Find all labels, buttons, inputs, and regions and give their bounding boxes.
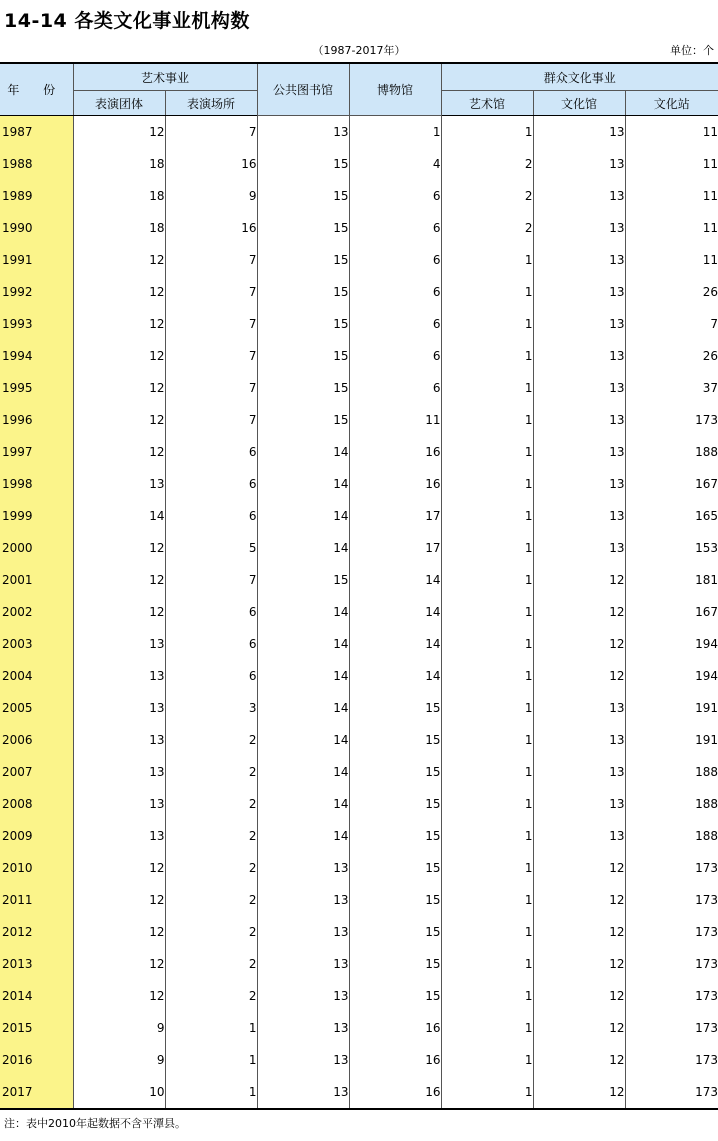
table-row: [0, 212, 718, 244]
cell-public-library: 13: [257, 116, 349, 149]
cell-museum: 16: [349, 1044, 441, 1076]
cell-culture-center: 12: [533, 596, 625, 628]
cell-culture-center: 12: [533, 948, 625, 980]
header-culture-station: 文化站: [625, 91, 718, 116]
cell-performing-groups: 13: [73, 468, 165, 500]
header-public-library: 公共图书馆: [257, 63, 349, 116]
cell-culture-center: 12: [533, 1044, 625, 1076]
cell-culture-station: 173: [695, 1053, 718, 1067]
cell-art-center: 1: [441, 628, 533, 660]
cell-culture-center: 13: [533, 724, 625, 756]
cell-public-library: 13: [257, 1012, 349, 1044]
cell-performance-venues: 2: [165, 916, 257, 948]
cell-art-center: 1: [441, 116, 533, 149]
cell-culture-station: 173: [695, 925, 718, 939]
cell-performing-groups: 18: [73, 212, 165, 244]
cell-museum: 14: [349, 660, 441, 692]
cell-museum: 6: [349, 276, 441, 308]
cell-performing-groups: 13: [73, 788, 165, 820]
cell-culture-center: 12: [533, 916, 625, 948]
cell-art-center: 1: [441, 692, 533, 724]
table-row: [0, 628, 718, 660]
header-mass-culture: 群众文化事业: [441, 63, 718, 91]
cell-public-library: 15: [257, 564, 349, 596]
cell-art-center: 1: [441, 564, 533, 596]
cell-year: 2002: [0, 596, 73, 628]
table-row: [0, 884, 718, 916]
table-row: [0, 340, 718, 372]
cell-public-library: 14: [257, 628, 349, 660]
cell-public-library: 13: [257, 916, 349, 948]
cell-year: 1989: [0, 180, 73, 212]
cell-performing-groups: 13: [73, 756, 165, 788]
cell-performing-groups: 12: [73, 372, 165, 404]
cell-culture-center: 13: [533, 340, 625, 372]
cell-public-library: 14: [257, 532, 349, 564]
page-title: 14-14 各类文化事业机构数: [4, 10, 250, 32]
cell-museum: 16: [349, 1076, 441, 1109]
table-row: [0, 692, 718, 724]
table-row: [0, 500, 718, 532]
cell-museum: 15: [349, 820, 441, 852]
cell-culture-center: 13: [533, 468, 625, 500]
cell-performance-venues: 6: [165, 500, 257, 532]
cell-public-library: 13: [257, 1044, 349, 1076]
cell-culture-station: 167: [695, 605, 718, 619]
cell-performance-venues: 6: [165, 436, 257, 468]
cell-performance-venues: 7: [165, 340, 257, 372]
cell-performance-venues: 7: [165, 404, 257, 436]
cell-culture-station: 11: [702, 189, 718, 203]
table-row: [0, 820, 718, 852]
cell-performance-venues: 7: [165, 276, 257, 308]
cell-performing-groups: 12: [73, 564, 165, 596]
cell-year: 2006: [0, 724, 73, 756]
cell-museum: 6: [349, 340, 441, 372]
table-row: [0, 532, 718, 564]
cell-public-library: 14: [257, 788, 349, 820]
cell-museum: 6: [349, 244, 441, 276]
cell-museum: 15: [349, 916, 441, 948]
cell-public-library: 15: [257, 308, 349, 340]
cell-performance-venues: 7: [165, 564, 257, 596]
cell-culture-center: 13: [533, 148, 625, 180]
cell-performing-groups: 12: [73, 980, 165, 1012]
header-performance-venues: 表演场所: [165, 91, 257, 116]
cell-public-library: 13: [257, 948, 349, 980]
table-row: [0, 564, 718, 596]
cell-art-center: 1: [441, 884, 533, 916]
cell-art-center: 1: [441, 820, 533, 852]
cell-museum: 17: [349, 532, 441, 564]
cell-culture-station: 11: [702, 253, 718, 267]
cell-culture-station: 173: [695, 1021, 718, 1035]
cell-year: 1999: [0, 500, 73, 532]
cell-public-library: 15: [257, 148, 349, 180]
table-row: [0, 180, 718, 212]
cell-culture-center: 13: [533, 276, 625, 308]
cell-year: 2016: [0, 1044, 73, 1076]
cell-performing-groups: 12: [73, 884, 165, 916]
table-row: [0, 1044, 718, 1076]
cell-art-center: 1: [441, 596, 533, 628]
cell-performance-venues: 2: [165, 980, 257, 1012]
cell-culture-station: 173: [695, 957, 718, 971]
cell-museum: 14: [349, 564, 441, 596]
cell-art-center: 1: [441, 980, 533, 1012]
cell-performance-venues: 1: [165, 1076, 257, 1109]
cell-museum: 15: [349, 788, 441, 820]
cell-art-center: 1: [441, 308, 533, 340]
table-row: [0, 756, 718, 788]
cell-year: 2012: [0, 916, 73, 948]
cell-art-center: 1: [441, 660, 533, 692]
cell-public-library: 15: [257, 404, 349, 436]
cell-performing-groups: 13: [73, 820, 165, 852]
cell-performing-groups: 12: [73, 852, 165, 884]
table-row: [0, 436, 718, 468]
cell-performance-venues: 6: [165, 628, 257, 660]
cell-performance-venues: 7: [165, 372, 257, 404]
cell-year: 2008: [0, 788, 73, 820]
table-row: [0, 596, 718, 628]
cell-culture-center: 13: [533, 308, 625, 340]
cell-year: 2000: [0, 532, 73, 564]
cell-culture-station: 188: [695, 445, 718, 459]
cell-culture-center: 13: [533, 404, 625, 436]
cell-museum: 1: [349, 116, 441, 149]
cell-art-center: 1: [441, 1076, 533, 1109]
cell-culture-center: 13: [533, 244, 625, 276]
cell-culture-station: 173: [625, 1076, 718, 1109]
cell-art-center: 1: [441, 852, 533, 884]
cell-performance-venues: 7: [165, 308, 257, 340]
cell-art-center: 1: [441, 244, 533, 276]
cell-performing-groups: 12: [73, 948, 165, 980]
cell-art-center: 1: [441, 724, 533, 756]
cell-museum: 16: [349, 468, 441, 500]
cell-performance-venues: 16: [165, 212, 257, 244]
cell-museum: 17: [349, 500, 441, 532]
cell-museum: 15: [349, 852, 441, 884]
cell-year: 2013: [0, 948, 73, 980]
cell-culture-center: 13: [533, 212, 625, 244]
cell-year: 2007: [0, 756, 73, 788]
cell-performing-groups: 13: [73, 660, 165, 692]
cell-year: 1988: [0, 148, 73, 180]
cell-culture-station: 7: [710, 317, 718, 331]
cell-culture-station: 173: [695, 893, 718, 907]
cell-public-library: 14: [257, 500, 349, 532]
cell-year: 1997: [0, 436, 73, 468]
cell-public-library: 13: [257, 980, 349, 1012]
cell-year: 1996: [0, 404, 73, 436]
cell-culture-station: 194: [695, 669, 718, 683]
cell-performing-groups: 9: [73, 1012, 165, 1044]
cell-art-center: 2: [441, 212, 533, 244]
cell-public-library: 15: [257, 244, 349, 276]
table-body: [0, 116, 718, 1110]
cell-art-center: 1: [441, 436, 533, 468]
table-row: [0, 724, 718, 756]
cell-culture-station: 173: [695, 989, 718, 1003]
cell-performance-venues: 1: [165, 1044, 257, 1076]
cell-culture-center: 12: [533, 1012, 625, 1044]
cell-museum: 11: [349, 404, 441, 436]
cell-performing-groups: 10: [73, 1076, 165, 1109]
cell-public-library: 15: [257, 372, 349, 404]
cell-culture-station: 153: [695, 541, 718, 555]
cell-year: 2001: [0, 564, 73, 596]
cell-art-center: 1: [441, 468, 533, 500]
cell-performance-venues: 6: [165, 468, 257, 500]
cell-art-center: 1: [441, 1044, 533, 1076]
cell-year: 2011: [0, 884, 73, 916]
cell-year: 2017: [0, 1076, 73, 1109]
table-row: [0, 948, 718, 980]
cell-performance-venues: 6: [165, 596, 257, 628]
cell-museum: 15: [349, 980, 441, 1012]
table-row: [0, 788, 718, 820]
cell-culture-station: 188: [695, 829, 718, 843]
cell-culture-station: 181: [695, 573, 718, 587]
cell-public-library: 14: [257, 692, 349, 724]
cell-public-library: 14: [257, 724, 349, 756]
cell-culture-center: 12: [533, 852, 625, 884]
cell-culture-center: 12: [533, 980, 625, 1012]
header-museum: 博物馆: [349, 63, 441, 116]
cell-culture-station: 188: [695, 765, 718, 779]
cell-culture-center: 12: [533, 884, 625, 916]
cell-performance-venues: 9: [165, 180, 257, 212]
cell-art-center: 1: [441, 404, 533, 436]
cell-public-library: 14: [257, 756, 349, 788]
cell-year: 1991: [0, 244, 73, 276]
cell-performance-venues: 2: [165, 820, 257, 852]
table-row: [0, 276, 718, 308]
cell-museum: 15: [349, 724, 441, 756]
cell-art-center: 1: [441, 1012, 533, 1044]
table-row: [0, 1012, 718, 1044]
cell-performing-groups: 12: [73, 116, 165, 149]
cell-performing-groups: 9: [73, 1044, 165, 1076]
header-art: 艺术事业: [73, 63, 257, 91]
table-subtitle: （1987-2017年）: [312, 44, 406, 57]
cell-art-center: 2: [441, 148, 533, 180]
table-row: [0, 308, 718, 340]
cell-museum: 6: [349, 308, 441, 340]
cell-public-library: 14: [257, 596, 349, 628]
cell-performing-groups: 12: [73, 276, 165, 308]
cell-performance-venues: 2: [165, 724, 257, 756]
cell-art-center: 1: [441, 340, 533, 372]
cell-culture-center: 13: [533, 116, 625, 149]
header-performing-groups: 表演团体: [73, 91, 165, 116]
cell-museum: 14: [349, 628, 441, 660]
header-year: 年 份: [0, 63, 73, 116]
cell-culture-station: 173: [695, 861, 718, 875]
cell-public-library: 14: [257, 660, 349, 692]
cell-year: 1993: [0, 308, 73, 340]
cell-performing-groups: 18: [73, 148, 165, 180]
cell-performance-venues: 2: [165, 852, 257, 884]
cell-museum: 4: [349, 148, 441, 180]
cell-art-center: 2: [441, 180, 533, 212]
cell-culture-station: 173: [695, 413, 718, 427]
cell-culture-station: 37: [702, 381, 718, 395]
cell-culture-station: 165: [695, 509, 718, 523]
cell-performance-venues: 2: [165, 948, 257, 980]
table-row: [0, 980, 718, 1012]
cell-performing-groups: 12: [73, 436, 165, 468]
cell-culture-center: 13: [533, 756, 625, 788]
cell-culture-center: 13: [533, 436, 625, 468]
cell-culture-center: 12: [533, 660, 625, 692]
cell-museum: 14: [349, 596, 441, 628]
table-row: [0, 660, 718, 692]
cell-year: 2005: [0, 692, 73, 724]
cell-public-library: 15: [257, 340, 349, 372]
header-art-center: 艺术馆: [441, 91, 533, 116]
cell-museum: 15: [349, 692, 441, 724]
cell-performance-venues: 3: [165, 692, 257, 724]
cell-performing-groups: 12: [73, 340, 165, 372]
cell-culture-station: 191: [695, 733, 718, 747]
cell-culture-center: 12: [533, 564, 625, 596]
cell-public-library: 13: [257, 884, 349, 916]
cell-public-library: 15: [257, 276, 349, 308]
cell-museum: 6: [349, 212, 441, 244]
cell-art-center: 1: [441, 788, 533, 820]
cell-culture-center: 13: [533, 788, 625, 820]
cell-performing-groups: 12: [73, 916, 165, 948]
cell-culture-center: 13: [533, 500, 625, 532]
cell-culture-center: 12: [533, 628, 625, 660]
footnote: 注：表中2010年起数据不含平潭县。: [4, 1117, 186, 1130]
cell-year: 1994: [0, 340, 73, 372]
cell-public-library: 14: [257, 436, 349, 468]
cell-public-library: 15: [257, 212, 349, 244]
cell-museum: 15: [349, 756, 441, 788]
cell-performing-groups: 12: [73, 308, 165, 340]
cell-year: 1998: [0, 468, 73, 500]
cell-culture-center: 13: [533, 532, 625, 564]
table-row: [0, 404, 718, 436]
cell-performance-venues: 6: [165, 660, 257, 692]
unit-label: 单位：个: [670, 44, 714, 57]
cell-culture-station: 188: [695, 797, 718, 811]
cell-culture-center: 12: [533, 1076, 625, 1109]
cell-culture-station: 11: [702, 157, 718, 171]
cell-performing-groups: 12: [73, 532, 165, 564]
cell-performing-groups: 12: [73, 404, 165, 436]
cell-year: 1995: [0, 372, 73, 404]
cell-performing-groups: 12: [73, 596, 165, 628]
cell-performing-groups: 18: [73, 180, 165, 212]
cell-culture-center: 13: [533, 820, 625, 852]
cell-museum: 16: [349, 436, 441, 468]
cell-public-library: 13: [257, 852, 349, 884]
cell-year: 1992: [0, 276, 73, 308]
cell-year: 2003: [0, 628, 73, 660]
cell-performance-venues: 16: [165, 148, 257, 180]
cell-performance-venues: 2: [165, 884, 257, 916]
cell-performance-venues: 7: [165, 244, 257, 276]
cell-art-center: 1: [441, 948, 533, 980]
cell-year: 2014: [0, 980, 73, 1012]
cell-art-center: 1: [441, 532, 533, 564]
cell-museum: 6: [349, 372, 441, 404]
cell-performing-groups: 14: [73, 500, 165, 532]
cell-culture-station: 11: [702, 221, 718, 235]
cell-culture-center: 13: [533, 180, 625, 212]
cell-culture-station: 11: [702, 125, 718, 139]
cell-culture-station: 167: [695, 477, 718, 491]
cell-public-library: 13: [257, 1076, 349, 1109]
header-culture-center: 文化馆: [533, 91, 625, 116]
cell-museum: 15: [349, 948, 441, 980]
table-row: [0, 372, 718, 404]
table-row: [0, 244, 718, 276]
table-row: [0, 1076, 718, 1109]
cell-museum: 6: [349, 180, 441, 212]
cell-public-library: 14: [257, 820, 349, 852]
cell-year: 2004: [0, 660, 73, 692]
cell-culture-center: 13: [533, 372, 625, 404]
cell-performance-venues: 5: [165, 532, 257, 564]
table-row: [0, 852, 718, 884]
cell-performance-venues: 1: [165, 1012, 257, 1044]
cell-art-center: 1: [441, 916, 533, 948]
cell-year: 1990: [0, 212, 73, 244]
cell-performance-venues: 2: [165, 788, 257, 820]
cell-museum: 16: [349, 1012, 441, 1044]
table-row: [0, 148, 718, 180]
cell-culture-station: 194: [695, 637, 718, 651]
cell-public-library: 15: [257, 180, 349, 212]
cell-performing-groups: 13: [73, 724, 165, 756]
cell-culture-station: 26: [702, 349, 718, 363]
cell-art-center: 1: [441, 372, 533, 404]
table-row: [0, 916, 718, 948]
cell-performance-venues: 7: [165, 116, 257, 149]
table-row: [0, 116, 718, 149]
cell-public-library: 14: [257, 468, 349, 500]
cell-culture-center: 13: [533, 692, 625, 724]
data-table: [0, 62, 718, 1110]
cell-art-center: 1: [441, 756, 533, 788]
cell-art-center: 1: [441, 500, 533, 532]
cell-year: 2015: [0, 1012, 73, 1044]
cell-culture-station: 191: [695, 701, 718, 715]
cell-year: 1987: [0, 116, 73, 149]
cell-performance-venues: 2: [165, 756, 257, 788]
cell-performing-groups: 13: [73, 628, 165, 660]
cell-year: 2010: [0, 852, 73, 884]
cell-performing-groups: 13: [73, 692, 165, 724]
cell-year: 2009: [0, 820, 73, 852]
table-row: [0, 468, 718, 500]
cell-museum: 15: [349, 884, 441, 916]
cell-culture-station: 26: [702, 285, 718, 299]
cell-performing-groups: 12: [73, 244, 165, 276]
cell-art-center: 1: [441, 276, 533, 308]
